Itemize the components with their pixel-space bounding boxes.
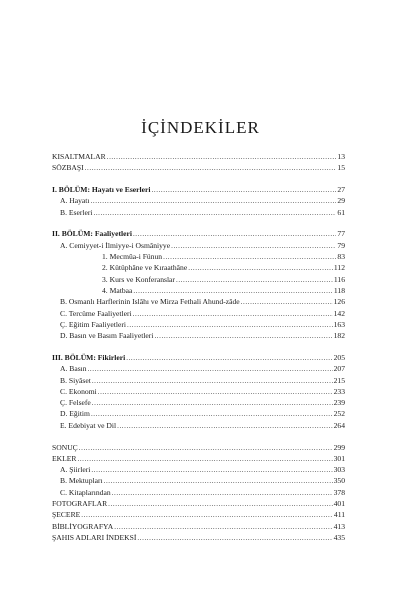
toc-entry-title: E. Edebiyat ve Dil [60,420,117,430]
toc-entry [52,251,345,262]
toc-entry-title: B. Mektupları [60,476,103,486]
dot-leader [98,387,333,398]
toc-entry [52,151,345,162]
toc-entry-page-number: 61 [337,207,345,217]
toc-entry [52,532,345,543]
toc-entry-title: FOTOGRAFLAR [52,499,108,509]
dot-leader [85,163,337,174]
toc-entry-title: B. Eserleri [60,207,93,217]
toc-entry-page-number: 411 [333,510,345,520]
toc-entry [52,195,345,206]
toc-entry-page-number: 163 [333,319,345,329]
dot-leader [137,533,332,544]
toc-entry [52,375,345,386]
dot-leader [91,409,333,420]
toc-entry-title: III. BÖLÜM: Fikirleri [52,352,126,362]
toc-entry-title: B. Siyâset [60,375,91,385]
dot-leader [104,476,333,487]
toc-entry-page-number: 79 [337,240,345,250]
toc-entry-page-number: 233 [333,386,345,396]
toc-entry [52,308,345,319]
toc-entry-page-number: 215 [333,375,345,385]
toc-entry-title: 2. Kütüphâne ve Kıraathâne [102,263,188,273]
toc-entry [52,397,345,408]
dot-leader [88,364,333,375]
toc-entry-title: C. Tercüme Faaliyetleri [60,308,132,318]
toc-entry-page-number: 182 [333,331,345,341]
dot-leader [112,488,333,499]
toc-entry [52,521,345,532]
toc-entry [52,386,345,397]
toc-entry-page-number: 401 [333,499,345,509]
toc-entry-page-number: 252 [333,409,345,419]
toc-entry-page-number: 435 [333,532,345,542]
toc-entry [52,487,345,498]
toc-entry-title: Ç. Eğitim Faaliyetleri [60,319,127,329]
dot-leader [133,309,333,320]
dot-leader [127,320,333,331]
toc-entry [52,274,345,285]
dot-leader [92,398,333,409]
dot-leader [154,331,332,342]
toc-entry-title: BİBLİYOGRAFYA [52,521,114,531]
toc-entry-title: Ç. Felsefe [60,398,91,408]
dot-leader [93,208,336,219]
toc-entry-title: D. Basın ve Basım Faaliyetleri [60,331,154,341]
dot-leader [79,443,333,454]
toc-section [52,151,345,174]
toc-entry [52,184,345,195]
toc-entry-page-number: 264 [333,420,345,430]
dot-leader [171,241,336,252]
toc-entry-page-number: 299 [333,442,345,452]
toc-entry-title: C. Kitaplarından [60,487,111,497]
toc-entry-page-number: 112 [333,263,345,273]
toc-entry [52,330,345,341]
dot-leader [241,297,333,308]
toc-entry-title: 3. Kurs ve Konferanslar [102,274,175,284]
dot-leader [152,185,337,196]
toc-section [52,442,345,544]
dot-leader [114,522,332,533]
dot-leader [108,499,332,510]
toc-entry-page-number: 15 [337,163,345,173]
dot-leader [77,454,332,465]
toc-entry-page-number: 29 [337,196,345,206]
toc-entry-page-number: 118 [333,285,345,295]
toc-entry-title: I. BÖLÜM: Hayatı ve Eserleri [52,185,151,195]
toc-entry [52,352,345,363]
dot-leader [163,252,336,263]
toc-entry [52,296,345,307]
toc-entry [52,453,345,464]
toc-entry [52,162,345,173]
toc-entry [52,408,345,419]
toc-entry-page-number: 83 [337,252,345,262]
toc-entry [52,363,345,374]
toc-entry-title: EKLER [52,453,77,463]
dot-leader [107,152,337,163]
toc-section [52,184,345,218]
toc-entry-title: SONUÇ [52,442,78,452]
toc-entry [52,240,345,251]
toc-entry [52,207,345,218]
dot-leader [126,353,332,364]
toc-entry-title: ŞECERE [52,510,81,520]
toc-entry-title: C. Ekonomi [60,386,97,396]
toc-entry [52,509,345,520]
toc-entry-page-number: 378 [333,487,345,497]
dot-leader [91,465,332,476]
toc-entry-page-number: 207 [333,364,345,374]
toc-entry-page-number: 142 [333,308,345,318]
toc-entry [52,442,345,453]
dot-leader [91,196,337,207]
toc-entry [52,262,345,273]
toc-entry-title: 4. Matbaa [102,285,133,295]
toc-entry-page-number: 77 [337,229,345,239]
toc-entry-page-number: 116 [333,274,345,284]
toc-entry-title: A. Hayatı [60,196,90,206]
toc-entry [52,228,345,239]
toc-entry-title: ŞAHIS ADLARI İNDEKSİ [52,532,137,542]
toc-entry-page-number: 303 [333,465,345,475]
toc-entry [52,475,345,486]
dot-leader [188,263,333,274]
toc-entry-title: A. Şiirleri [60,465,91,475]
toc-entry-page-number: 27 [337,185,345,195]
toc-section [52,228,345,341]
toc-entry-title: A. Basın [60,364,87,374]
dot-leader [117,421,333,432]
toc-entry [52,285,345,296]
toc-entry-page-number: 301 [333,453,345,463]
toc-entry [52,464,345,475]
table-of-contents [52,151,345,554]
dot-leader [92,376,333,387]
toc-entry-title: A. Cemiyyet-i İlmiyye-i Osmâniyye [60,240,171,250]
toc-entry-page-number: 13 [337,152,345,161]
toc-section [52,352,345,431]
toc-entry-title: II. BÖLÜM: Faaliyetleri [52,229,132,239]
toc-entry-title: B. Osmanlı Harflerinin Islâhı ve Mirza Fethali Ahund-zâde [60,297,240,307]
page-title: İÇİNDEKİLER [141,118,260,137]
toc-entry [52,498,345,509]
toc-entry-title: 1. Mecmûa-i Fünun [102,252,163,262]
toc-entry-title: KISALTMALAR [52,152,106,161]
toc-entry-page-number: 239 [333,398,345,408]
toc-entry [52,319,345,330]
toc-entry-title: D. Eğitim [60,409,90,419]
toc-entry [52,420,345,431]
toc-entry-page-number: 413 [333,521,345,531]
toc-entry-page-number: 350 [333,476,345,486]
toc-entry-page-number: 126 [333,297,345,307]
dot-leader [81,510,333,521]
toc-entry-title: SÖZBAŞI [52,163,84,173]
toc-entry-page-number: 205 [333,352,345,362]
dot-leader [176,275,333,286]
